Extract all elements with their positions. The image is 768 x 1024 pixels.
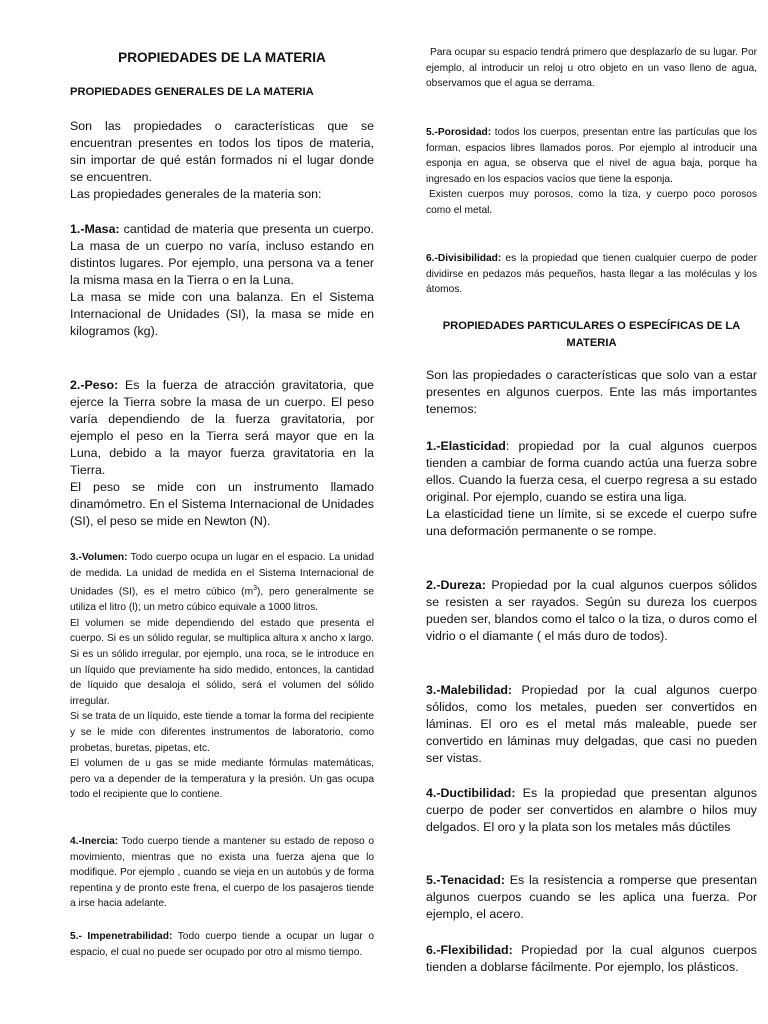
volumen-superscript: 3: [253, 585, 257, 593]
volumen-solid-text: El volumen se mide dependiendo del estado que presenta el cuerpo. Si es un sólido regular, se multiplica altura x ancho x largo. Si es un sólido irregular, por ejemplo, una roca, se le introduce en un líquido que previamente ha sido medido, entonces, la cantidad de líquido que desaloja el sólido, será el volumen del sólido irregular.: [70, 617, 374, 707]
masa-paragraph: [70, 221, 374, 340]
impenetrabilidad-paragraph: [70, 929, 374, 960]
ductibilidad-text: Es la propiedad que presentan algunos cuerpo de poder ser convertidos en alambre o hilos muy delgados. El oro y la plata son los metales más dúctiles: [426, 786, 757, 834]
general-intro-list-lead: Las propiedades generales de la materia son:: [70, 187, 322, 201]
flexibilidad-paragraph: [426, 942, 757, 976]
page-title: PROPIEDADES DE LA MATERIA: [118, 50, 326, 65]
volumen-paragraph: [70, 550, 374, 803]
ductibilidad-label: 4.-Ductibilidad:: [426, 786, 516, 800]
volumen-label: 3.-Volumen:: [70, 552, 128, 563]
porosidad-label: 5.-Porosidad:: [426, 127, 492, 138]
general-intro-text: Son las propiedades o características que se encuentran presentes en todos los tipos de materia, sin importar de qué están formados ni el lugar donde se encuentren.: [70, 119, 374, 184]
volumen-gas-text: El volumen de u gas se mide mediante fórmulas matemáticas, pero va a depender de la temperatura y la presión. Un gas ocupa todo el recipiente que lo contiene.: [70, 758, 374, 801]
impenetrabilidad-continuation: Para ocupar su espacio tendrá primero que desplazarlo de su lugar. Por ejemplo, al introducir un reloj u otro objeto en un vaso lleno de agua, observamos que el agua se derrama.: [426, 47, 757, 90]
peso-paragraph: [70, 377, 374, 530]
masa-text: cantidad de materia que presenta un cuerpo. La masa de un cuerpo no varía, incluso estando en distintos lugares. Por ejemplo, una persona va a tener la misma masa en la Tierra o en la Luna.: [70, 222, 374, 287]
inercia-text: Todo cuerpo tiende a mantener su estado de reposo o movimiento, mientras que no exista una fuerza ajena que lo modifique. Por ejemplo , cuando se vieja en un autobús y de forma repentina y de pronto este frena, el cuerpo de los pasajeros tiende a irse hacia adelante.: [70, 836, 374, 910]
porosidad-paragraph: [426, 125, 757, 219]
dureza-paragraph: [426, 577, 757, 645]
tenacidad-text: Es la resistencia a romperse que presentan algunos cuerpos cuando se les aplica una fuerza. Por ejemplo, el acero.: [426, 873, 757, 921]
elasticidad-label: 1.-Elasticidad: [426, 439, 506, 453]
peso-text: Es la fuerza de atracción gravitatoria, que ejerce la Tierra sobre la masa de un cuerpo. El peso varía dependiendo de la fuerza gravitatoria, por ejemplo el peso en la Tierra será mayor que en la Luna, debido a la mayor fuerza gravitatoria en la Tierra.: [70, 378, 374, 477]
divisibilidad-label: 6.-Divisibilidad:: [426, 253, 502, 264]
porosidad-text: todos los cuerpos, presentan entre las partículas que los forman, espacios libres llamados poros. Por ejemplo al introducir una esponja en agua, se observa que el nivel de agua baja, porque ha ingresado en los espacios vacíos que tiene la esponja.: [426, 127, 757, 185]
general-intro: [70, 118, 374, 203]
masa-label: 1.-Masa:: [70, 222, 120, 236]
particular-intro: Son las propiedades o características que solo van a estar presentes en algunos cuerpos. Ente las más importantes tenemos:: [426, 368, 757, 416]
malebilidad-label: 3.-Malebilidad:: [426, 683, 513, 697]
porosidad-examples-text: Existen cuerpos muy porosos, como la tiza, y cuerpo poco porosos como el metal.: [426, 189, 757, 216]
elasticidad-paragraph: [426, 438, 757, 540]
divisibilidad-paragraph: [426, 251, 757, 298]
particular-properties-heading: PROPIEDADES PARTICULARES O ESPECÍFICAS DE LA MATERIA: [442, 320, 741, 349]
volumen-text-a: Todo cuerpo ocupa un lugar en el espacio. La unidad de medida. La unidad de medida en el Sistema Internacional de Unidades (SI), es el metro cúbico (m: [70, 552, 374, 598]
impenetrabilidad-label: 5.- Impenetrabilidad:: [70, 931, 173, 942]
flexibilidad-text: Propiedad por la cual algunos cuerpos tienden a doblarse fácilmente. Por ejemplo, los plásticos.: [426, 943, 757, 974]
ductibilidad-paragraph: [426, 785, 757, 836]
masa-measure-text: La masa se mide con una balanza. En el Sistema Internacional de Unidades (SI), la masa se mide en kilogramos (kg).: [70, 290, 374, 338]
peso-measure-text: El peso se mide con un instrumento llamado dinamómetro. En el Sistema Internacional de Unidades (SI), el peso se mide en Newton (N).: [70, 480, 374, 528]
general-properties-heading: PROPIEDADES GENERALES DE LA MATERIA: [70, 86, 314, 98]
inercia-paragraph: [70, 834, 374, 912]
elasticidad-text: : propiedad por la cual algunos cuerpos tienden a cambiar de forma cuando actúa una fuerza sobre ellos. Cuando la fuerza cesa, el cuerpo regresa a su estado original. Por ejemplo, cuando se estira una liga.: [426, 439, 757, 504]
peso-label: 2.-Peso:: [70, 378, 119, 392]
tenacidad-paragraph: [426, 872, 757, 923]
malebilidad-paragraph: [426, 682, 757, 767]
dureza-label: 2.-Dureza:: [426, 578, 486, 592]
malebilidad-text: Propiedad por la cual algunos cuerpo sólidos, como los metales, pueden ser convertidos en láminas. El oro es el metal más maleable, puede ser convertido en láminas muy delgadas, que casi no pueden ser vistas.: [426, 683, 757, 765]
volumen-text-b: ), pero generalmente se utiliza el litro (l); un metro cúbico equivale a 1000 litros.: [70, 586, 374, 614]
flexibilidad-label: 6.-Flexibilidad:: [426, 943, 513, 957]
elasticidad-limit-text: La elasticidad tiene un límite, si se excede el cuerpo sufre una deformación permanente o se rompe.: [426, 507, 757, 538]
tenacidad-label: 5.-Tenacidad:: [426, 873, 505, 887]
inercia-label: 4.-Inercia:: [70, 836, 119, 847]
dureza-text: Propiedad por la cual algunos cuerpos sólidos se resisten a ser rayados. Según su dureza los cuerpos pueden ser, blandos como el talco o la tiza, o duros como el vidrio o el diamante ( el más duro de todos).: [426, 578, 757, 643]
divisibilidad-text: es la propiedad que tienen cualquier cuerpo de poder dividirse en pedazos más pequeños, hasta llegar a las moléculas y los átomos.: [426, 253, 757, 296]
volumen-liquid-text: Si se trata de un líquido, este tiende a tomar la forma del recipiente y se le mide con diferentes instrumentos de laboratorio, como probetas, buretas, pipetas, etc.: [70, 711, 374, 754]
impenetrabilidad-text: Todo cuerpo tiende a ocupar un lugar o espacio, el cual no puede ser ocupado por otro al mismo tiempo.: [70, 931, 374, 958]
